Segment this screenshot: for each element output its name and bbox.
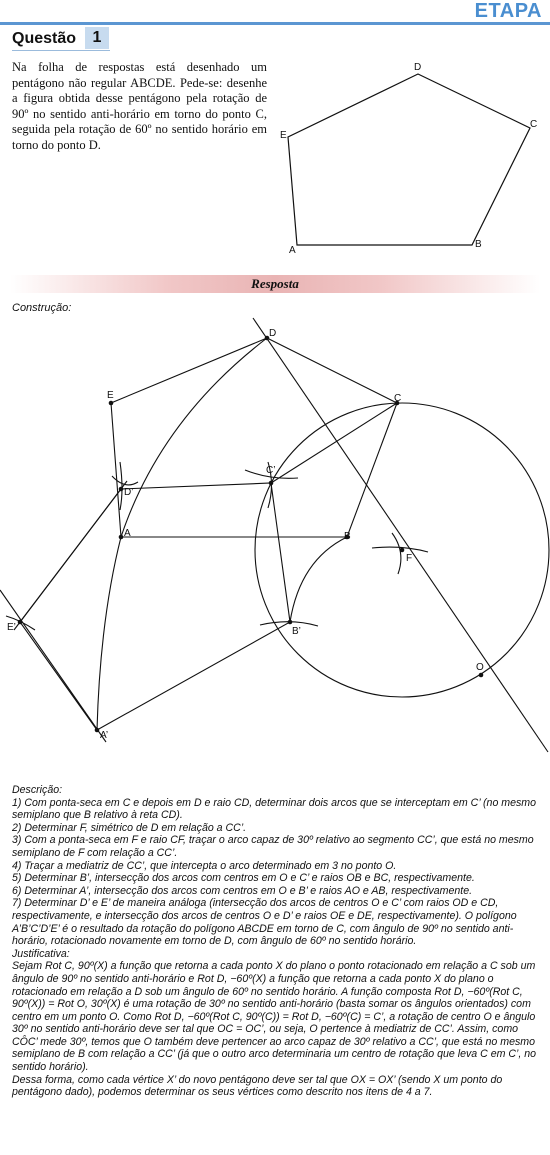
point-dprime bbox=[119, 487, 124, 492]
label-d: D bbox=[414, 62, 422, 73]
line-d-o bbox=[253, 318, 548, 752]
question-statement: Na folha de respostas está desenhado um pentágono não regular ABCDE. Pede-se: desenhe a figura obtida desse pentágono pela rotação de 90º no sentido anti-horário em torno do ponto C, seguida pela rotação de 60º no sentido horário em torno do ponto D. bbox=[12, 60, 267, 152]
label-c: C bbox=[530, 119, 538, 130]
label-d2: D bbox=[269, 328, 277, 339]
arc-d-to-aprime bbox=[97, 338, 267, 730]
description-step-6: 6) Determinar A’, intersecção dos arcos com centros em O e B’ e raios AO e AB, respectivamente. bbox=[12, 884, 473, 897]
description-heading: Descrição: bbox=[12, 784, 63, 796]
description-step-2: 2) Determinar F, simétrico de D em relação a CC’. bbox=[12, 821, 247, 834]
question-number: 1 bbox=[85, 27, 109, 49]
description-step-1: 1) Com ponta-seca em C e depois em D e raio CD, determinar dois arcos que se interceptam em C’ (no mesmo semiplano que B relativo à reta CD). bbox=[12, 796, 537, 822]
line-eprime-dprime bbox=[14, 481, 127, 630]
point-bprime bbox=[288, 620, 293, 625]
label-bprime: B’ bbox=[292, 626, 301, 637]
segment-c-cprime bbox=[271, 403, 397, 483]
label-a: A bbox=[289, 245, 296, 256]
mark-f bbox=[372, 533, 428, 574]
label-b2: B bbox=[344, 531, 351, 542]
label-eprime: E’ bbox=[7, 622, 16, 633]
brand-logo: ETAPA bbox=[474, 0, 542, 22]
answer-title: Resposta bbox=[251, 276, 299, 291]
description-step-3: 3) Com a ponta-seca em F e raio CF, traçar o arco capaz de 30º relativo ao segmento CC’, que está no mesmo semiplano de F com relação a CC’. bbox=[12, 834, 534, 859]
question-title: Questão bbox=[12, 30, 77, 47]
point-e bbox=[109, 401, 114, 406]
point-f bbox=[400, 548, 405, 553]
description-step-7: 7) Determinar D’ e E’ de maneira análoga (intersecção dos arcos de centros O e C’ com raios OD e CD, respectivamente, e intersecção dos arcos de centros O e D’ e raios OE e DE, respectivamente). O polígono A’B’C’D’E’ é o resultado da rotação do polígono ABCDE em torno de C, com ângulo de 90º no sentido anti-horário, rotacionado novamente em torno de D, com ângulo de 60º no sentido horário. bbox=[12, 897, 517, 948]
pentagon-original bbox=[111, 338, 397, 537]
point-o bbox=[479, 673, 484, 678]
label-cprime: C’ bbox=[266, 465, 276, 476]
label-dprime: D’ bbox=[124, 487, 134, 498]
line-aprime-eprime bbox=[0, 590, 109, 742]
point-aprime bbox=[95, 728, 100, 733]
description-step-5: 5) Determinar B’, intersecção dos arcos com centros em O e C’ e raios OB e BC, respectivamente. bbox=[12, 872, 475, 885]
arc-b-to-bprime bbox=[290, 537, 347, 622]
point-eprime bbox=[18, 620, 23, 625]
label-c2: C bbox=[394, 393, 402, 404]
point-a bbox=[119, 535, 124, 540]
label-o: O bbox=[476, 662, 484, 673]
conclusion-text: Dessa forma, como cada vértice X’ do novo pentágono deve ser tal que OX = OX’ (sendo X um ponto do pentágono dado), podemos determinar os seus vértices como descrito nos itens de 4 a 7. bbox=[12, 1073, 503, 1099]
description-block bbox=[12, 784, 542, 1099]
label-b: B bbox=[475, 239, 482, 250]
description-step-4: 4) Traçar a mediatriz de CC’, que intercepta o arco determinado em 3 no ponto O. bbox=[12, 859, 397, 872]
label-aprime: A’ bbox=[100, 730, 109, 741]
justification-heading: Justificativa: bbox=[12, 947, 70, 960]
label-a2: A bbox=[124, 528, 131, 539]
justification-text: Sejam Rot C, 90º(X) a função que retorna a cada ponto X do plano o ponto rotacionado em relação a C sob um ângulo de 90º no sentido anti-horário e Rot D, −60º(X) a função que retorna a cada ponto X do plano o rotacionado em relação a D sob um ângulo de 60º no sentido horário. A função composta Rot D, −60º(Rot C, 90º(X)) = Rot O, 30º(X) é uma rotação de 30º no sentido anti-horário (basta somar os ângulos orientados) com centro em um ponto O. Como Rot D, −60º(Rot C, 90º(C)) = Rot D, −60º(C) = C’, a rotação de centro O e ângulo 30º no sentido anti-horário deve ser tal que OC = OC’, ou seja, O pertence à mediatriz de CC’. Assim, como CÔC’ mede 30º, temos que O também deve pertencer ao arco capaz de 30º relativo a CC’, que está no mesmo semiplano de B com relação a CC’ (já que o outro arco determinaria um centro de rotação que leva C em C’, no sentido horário). bbox=[12, 960, 537, 1074]
label-f: F bbox=[406, 553, 413, 564]
construction-label: Construção: bbox=[12, 302, 72, 314]
pentagon-rotated bbox=[20, 483, 290, 730]
label-e: E bbox=[280, 130, 287, 141]
point-cprime bbox=[269, 481, 274, 486]
label-e2: E bbox=[107, 390, 114, 401]
